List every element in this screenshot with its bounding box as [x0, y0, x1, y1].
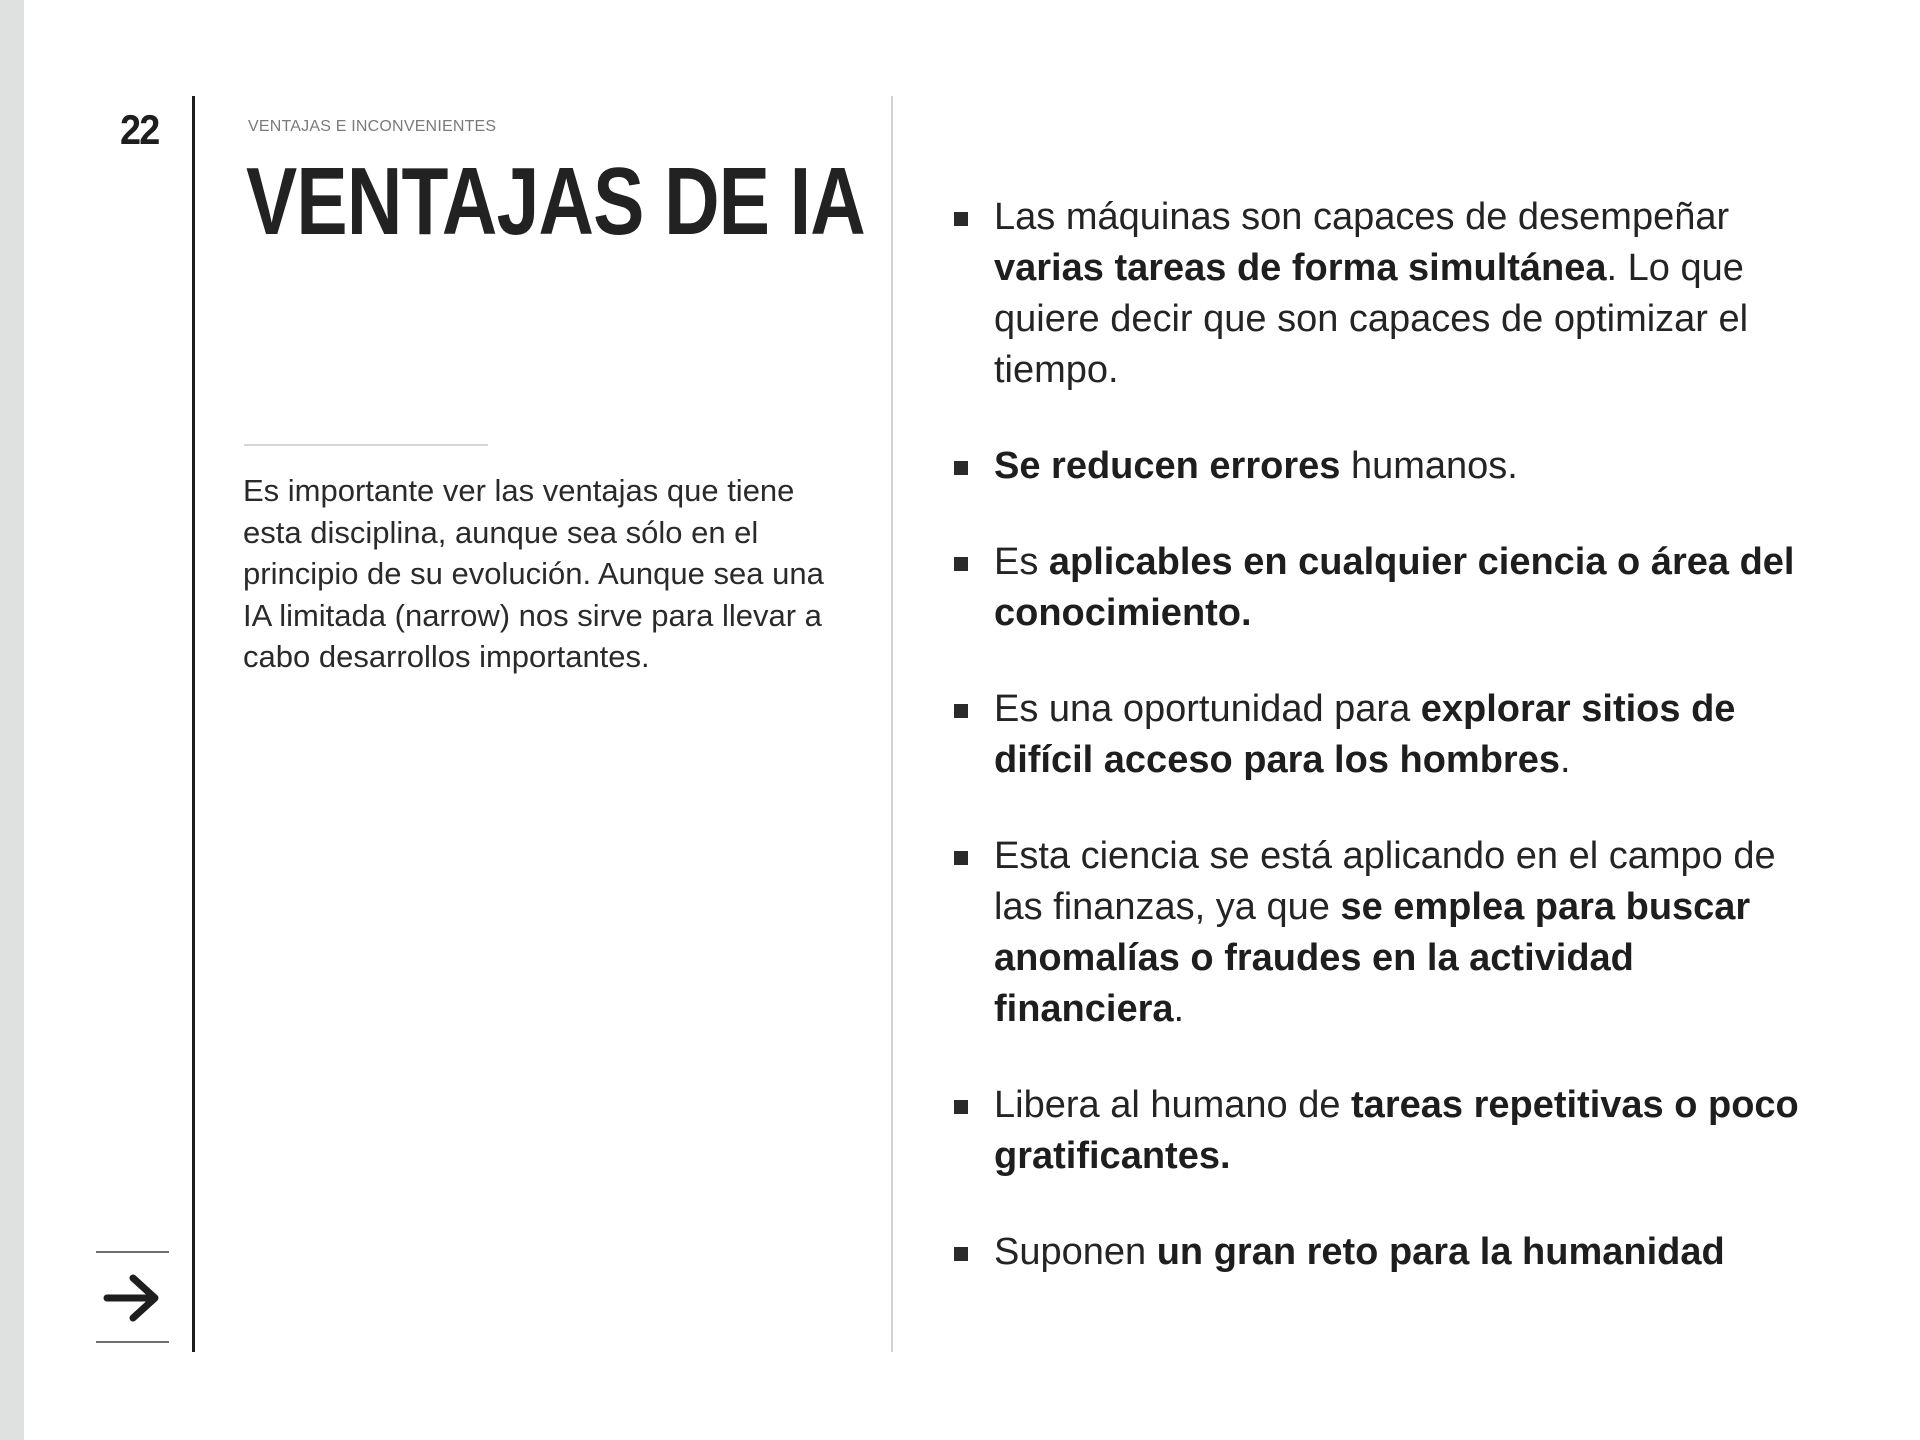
bullet-text: Suponen [994, 1231, 1157, 1273]
nav-divider-top [96, 1251, 169, 1253]
bullet-text: Es [994, 541, 1049, 583]
bullet-text: humanos. [1340, 445, 1518, 487]
bullet-square-icon [954, 704, 968, 718]
bullet-square-icon [954, 212, 968, 226]
bullet-text: . [1173, 988, 1185, 1030]
list-item [948, 1227, 1808, 1278]
section-label: VENTAJAS E INCONVENIENTES [248, 118, 497, 135]
side-strip [0, 0, 24, 1440]
bullet-text: Esta ciencia se está aplicando en el campo de las finanzas, ya que [994, 835, 1776, 928]
bullet-emphasis: un gran reto para la humanidad [1156, 1231, 1725, 1273]
advantages-list [948, 192, 1808, 1323]
page-title: VENTAJAS DE IA [246, 148, 865, 255]
bullet-square-icon [954, 461, 968, 475]
bullet-square-icon [954, 1247, 968, 1261]
bullet-emphasis: varias tareas de forma simultánea [994, 247, 1607, 289]
list-item [948, 537, 1808, 639]
list-item [948, 1080, 1808, 1182]
bullet-emphasis: se emplea para buscar anomalías o fraudes en la actividad financiera [994, 886, 1751, 1030]
bullet-text: . [1560, 739, 1571, 781]
bullet-emphasis: aplicables en cualquier ciencia o área del conocimiento. [994, 541, 1795, 634]
bullet-emphasis: Se reducen errores [994, 445, 1341, 487]
intro-paragraph: Es importante ver las ventajas que tiene esta disciplina, aunque sea sólo en el principio de su evolución. Aunque sea una IA limitada (narrow) nos sirve para llevar a cabo desarrollos importantes. [243, 473, 824, 674]
left-divider [192, 96, 195, 1352]
intro-divider [244, 444, 488, 446]
bullet-text: . Lo que quiere decir que son capaces de optimizar el tiempo. [994, 247, 1749, 391]
bullet-text: Las máquinas son capaces de desempeñar [994, 196, 1730, 238]
arrow-right-icon [103, 1270, 163, 1326]
page-number: 22 [120, 106, 159, 153]
nav-divider-bottom [96, 1341, 169, 1343]
bullet-square-icon [954, 1100, 968, 1114]
list-item [948, 831, 1808, 1035]
bullet-text: Libera al humano de [994, 1084, 1352, 1126]
bullet-square-icon [954, 851, 968, 865]
list-item [948, 684, 1808, 786]
bullet-text: Es una oportunidad para [994, 688, 1421, 730]
bullet-emphasis: explorar sitios de difícil acceso para los hombres [994, 688, 1736, 781]
list-item [948, 192, 1808, 396]
center-divider [891, 96, 893, 1352]
bullet-square-icon [954, 557, 968, 571]
list-item [948, 441, 1808, 492]
next-page-button[interactable] [103, 1270, 163, 1326]
bullet-emphasis: tareas repetitivas o poco gratificantes. [994, 1084, 1799, 1177]
